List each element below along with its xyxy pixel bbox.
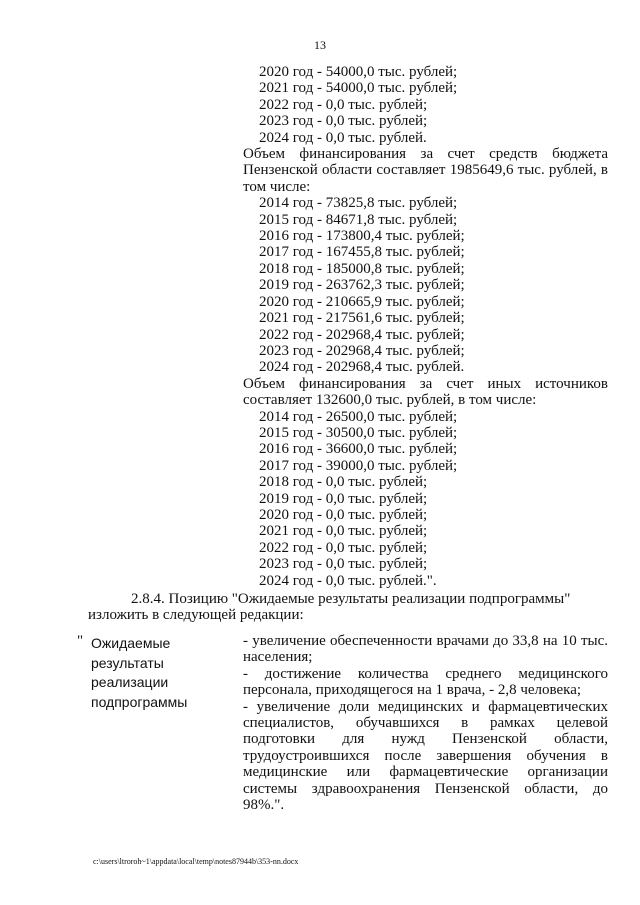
funding-line: 2017 год - 39000,0 тыс. рублей; bbox=[259, 457, 458, 474]
funding-line: 2024 год - 0,0 тыс. рублей. bbox=[259, 129, 427, 146]
funding-line: 2023 год - 0,0 тыс. рублей; bbox=[259, 556, 428, 573]
financing-block bbox=[243, 64, 608, 589]
amendment-line-2: изложить в следующей редакции: bbox=[88, 607, 304, 624]
funding-line: 2021 год - 54000,0 тыс. рублей; bbox=[259, 80, 458, 97]
funding-line: 2019 год - 0,0 тыс. рублей; bbox=[259, 490, 428, 507]
funding-line: 2021 год - 217561,6 тыс. рублей; bbox=[259, 310, 465, 327]
funding-line: 2019 год - 263762,3 тыс. рублей; bbox=[259, 277, 465, 294]
expected-result-item: - достижение количества среднего медицинского персонала, приходящегося на 1 врача, - 2,8 человека; bbox=[243, 665, 608, 699]
funding-line: 2018 год - 185000,8 тыс. рублей; bbox=[259, 260, 465, 277]
funding-line: 2018 год - 0,0 тыс. рублей; bbox=[259, 474, 428, 491]
amendment-line-1: 2.8.4. Позицию "Ожидаемые результаты реализации подпрограммы" bbox=[131, 591, 571, 607]
funding-line: 2022 год - 0,0 тыс. рублей; bbox=[259, 96, 428, 113]
expected-result-item: - увеличение обеспеченности врачами до 33,8 на 10 тыс. населения; bbox=[243, 633, 608, 666]
other-sources-lines bbox=[243, 409, 608, 589]
regional-budget-lines bbox=[243, 195, 608, 375]
page-number: 13 bbox=[314, 38, 326, 52]
table-label-cell: Ожидаемые результаты реализации подпрограммы bbox=[91, 635, 188, 710]
open-quote: " bbox=[77, 633, 84, 649]
amendment-paragraph bbox=[88, 591, 612, 624]
funding-line: 2016 год - 173800,4 тыс. рублей; bbox=[259, 228, 465, 245]
lines-before bbox=[243, 64, 608, 146]
funding-line: 2023 год - 0,0 тыс. рублей; bbox=[259, 113, 428, 130]
funding-line: 2021 год - 0,0 тыс. рублей; bbox=[259, 523, 428, 540]
funding-line: 2022 год - 0,0 тыс. рублей; bbox=[259, 539, 428, 556]
funding-line: 2014 год - 26500,0 тыс. рублей; bbox=[259, 408, 458, 425]
funding-line: 2016 год - 36600,0 тыс. рублей; bbox=[259, 441, 458, 458]
funding-line: 2015 год - 30500,0 тыс. рублей; bbox=[259, 424, 458, 441]
funding-line: 2022 год - 202968,4 тыс. рублей; bbox=[259, 326, 465, 343]
expected-result-item: - увеличение доли медицинских и фармацевтических специалистов, обучавшихся в рамках целевой подготовки для нужд Пензенской области, трудоустроившихся после завершения обучения в медицинские или фармацевтические организации системы здравоохранения Пензенской области, до 98%.". bbox=[243, 698, 608, 814]
funding-line: 2020 год - 0,0 тыс. рублей; bbox=[259, 506, 428, 523]
funding-line: 2024 год - 202968,4 тыс. рублей. bbox=[259, 359, 465, 376]
funding-line: 2023 год - 202968,4 тыс. рублей; bbox=[259, 342, 465, 359]
funding-line: 2024 год - 0,0 тыс. рублей.". bbox=[259, 572, 437, 589]
regional-budget-intro: Объем финансирования за счет средств бюджета Пензенской области составляет 1985649,6 тыс. рублей, в том числе: bbox=[243, 146, 608, 195]
funding-line: 2020 год - 210665,9 тыс. рублей; bbox=[259, 293, 465, 310]
funding-line: 2017 год - 167455,8 тыс. рублей; bbox=[259, 244, 465, 261]
funding-line: 2015 год - 84671,8 тыс. рублей; bbox=[259, 211, 458, 228]
funding-line: 2014 год - 73825,8 тыс. рублей; bbox=[259, 195, 458, 212]
other-sources-intro: Объем финансирования за счет иных источников составляет 132600,0 тыс. рублей, в том числе: bbox=[243, 375, 608, 409]
table-value-cell bbox=[243, 633, 608, 813]
file-path-footer: c:\users\ltroroh~1\appdata\local\temp\notes87944b\353-nn.docx bbox=[93, 857, 299, 866]
funding-line: 2020 год - 54000,0 тыс. рублей; bbox=[259, 64, 458, 80]
